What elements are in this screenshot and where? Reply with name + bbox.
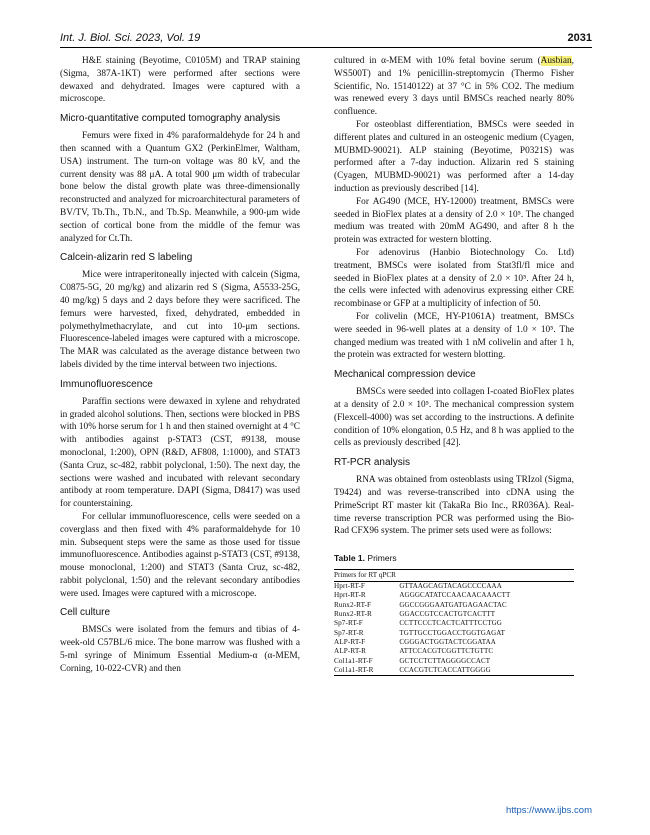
primer-name-cell: Col1a1-RT-F [334, 656, 373, 665]
primer-sequence-cell: GGACCGTCCACTGTCACTTT [399, 610, 496, 619]
primer-name-cell: Hprt-RT-F [334, 582, 365, 591]
paragraph-rt-pcr: RNA was obtained from osteoblasts using TRIzol (Sigma, T9424) and was reverse-transcribed into cDNA using the PrimeScript RT master kit (TakaRa Bio Inc., RR036A). Real-time reverse transcription PCR was performed using the Bio-Rad CFX96 system. The primer sets used were as follows: [334, 475, 574, 537]
table-header-cell: Primers for RT qPCR [334, 569, 574, 581]
paragraph-calcein: Mice were intraperitoneally injected with calcein (Sigma, C0875-5G, 20 mg/kg) and alizarin red S (Sigma, A5533-25G, 40 mg/kg) 5 days and 2 days before they were sacrificed. The femurs were harvested, fixed, dehydrated, embedded in polymethylmethacrylate, and cut into 10-μm sections. Fluorescence-labeled images were captured with a microscope. The MAR was calculated as the average distance between two labels divided by the time interval between two injections. [60, 270, 300, 370]
right-column [334, 55, 574, 676]
primer-sequence-cell: GTTAAGCAGTACAGCCCCAAA [399, 582, 502, 591]
primer-name-cell: Runx2-RT-F [334, 600, 372, 609]
paragraph-he-staining: H&E staining (Beyotime, C0105M) and TRAP staining (Sigma, 387A-1KT) were performed after sections were dewaxed and dehydrated. Images were captured with a microscope. [60, 56, 300, 105]
primer-sequence-cell: CGGGACTGGTACTCGGATAA [399, 637, 496, 646]
left-column [60, 55, 300, 676]
primer-sequence-cell: ATTCCACGTCGGTTCTGTTC [399, 647, 494, 656]
heading-calcein: Calcein-alizarin red S labeling [60, 252, 193, 264]
heading-immunofluorescence: Immunofluorescence [60, 378, 153, 390]
primer-name-cell: Sp7-RT-R [334, 628, 364, 637]
running-header [60, 32, 592, 46]
table-row [334, 610, 574, 619]
table-row [334, 582, 574, 592]
heading-micro-ct: Micro-quantitative computed tomography analysis [60, 113, 281, 125]
text-fragment: cultured in α-MEM with 10% fetal bovine serum ( [334, 56, 541, 66]
primer-name-cell: ALP-RT-F [334, 637, 366, 646]
header-rule [60, 47, 592, 48]
primer-table [334, 569, 574, 676]
table-caption [334, 552, 574, 565]
table-header-row [334, 569, 574, 581]
table-row [334, 591, 574, 600]
primer-name-cell: Col1a1-RT-R [334, 666, 395, 676]
primer-sequence-cell: GGCCGGGAATGATGAGAACTAC [399, 600, 507, 609]
page-number: 2031 [567, 32, 592, 44]
heading-rt-pcr: RT-PCR analysis [334, 457, 410, 469]
paragraph-osteoblast-differentiation: For osteoblast differentiation, BMSCs were seeded in different plates and cultured in an osteogenic medium (Cyagen, MUBMD-90021). ALP staining (Beyotime, P0321S) was performed after a 7-day induction. Alizarin red S staining (Cyagen, MUBMD-90021) was performed after a 14-day induction as previously described [14]. [334, 119, 574, 194]
paragraph-colivelin: For colivelin (MCE, HY-P1061A) treatment, BMSCs were seeded in 96-well plates at a density of 1.0 × 10⁵. The changed medium was treated with 1 nM colivelin and after 1 h, the protein was extracted for western blotting. [334, 311, 574, 361]
heading-mechanical-compression: Mechanical compression device [334, 369, 476, 381]
table-row [334, 601, 574, 610]
paragraph-cell-culture-continued [334, 55, 574, 119]
table-title: Primers [367, 553, 397, 564]
primer-sequence-cell: GCTCCTCTTAGGGGCCACT [399, 656, 491, 665]
primer-sequence-cell: TGTTGCCTGGACCTGGTGAGAT [399, 628, 506, 637]
primer-name-cell: Sp7-RT-F [334, 619, 363, 628]
primer-sequence-cell: AGGGCATATCCAACAACAAACTT [399, 591, 511, 600]
primer-sequence-cell: CCTTCCCTCACTCATTTCCTGG [399, 619, 502, 628]
paragraph-immunofluorescence-cells: For cellular immunofluorescence, cells were seeded on a coverglass and then fixed with 4% paraformaldehyde for 10 min. Subsequent steps were the same as those used for tissue immunofluorescence. Antibodies against p-STAT3 (CST, #9138, mouse monoclonal, 1:200) and STAT3 (Santa Cruz, sc-482, rabbit polyclonal, 1:50) and the relevant secondary antibodies were used. Images were captured with a microscope. [60, 511, 300, 599]
table-row [334, 629, 574, 638]
footer-url[interactable]: https://www.ijbs.com [505, 805, 592, 816]
heading-cell-culture: Cell culture [60, 607, 111, 619]
primer-table-body [334, 582, 574, 676]
primer-name-cell: ALP-RT-R [334, 647, 367, 656]
paragraph-adenovirus: For adenovirus (Hanbio Biotechnology Co. Ltd) treatment, BMSCs were isolated from Stat3fl/fl mice and seeded in BioFlex plates at a density of 2.0 × 10⁵. After 24 h, the cells were infected with adenovirus expressing either CRE recombinase or GFP at a multiplicity of infection of 50. [334, 247, 574, 310]
text-fragment: , WS500T) and 1% penicillin-streptomycin (Thermo Fisher Scientific, No. 15140122) at 37 °C in 5% CO2. The medium was renewed every 3 days until BMSCs reached nearly 80% confluence. [334, 56, 574, 118]
table-row [334, 666, 574, 676]
paragraph-micro-ct: Femurs were fixed in 4% paraformaldehyde for 24 h and then scanned with a Quantum GX2 (PerkinElmer, Waltham, USA) instrument. The turn-on voltage was 80 kV, and the current density was 88 μA. A total 900 μm width of trabecular bone below the distal growth plate was three-dimensionally reconstructed and analyzed for microarchitectural parameters of BV/TV, Tb.Th., Tb.N., and Tb.Sp. Meanwhile, a 900-μm wide section of cortical bone from the middle of the femur was analyzed for Ct.Th. [60, 131, 300, 244]
primer-name-cell: Runx2-RT-R [334, 610, 372, 619]
primer-sequence-cell: CCACGTCTCACCATTGGGG [395, 666, 574, 676]
paragraph-immunofluorescence-tissue: Paraffin sections were dewaxed in xylene and rehydrated in graded alcohol solutions. Then, sections were blocked in PBS with 10% horse serum for 1 h and then stained overnight at 4 °C with antibodies against p-STAT3 (CST, #9138, mouse monoclonal, 1:200), OPN (R&D, AF808, 1:1000), and STAT3 (Santa Cruz, sc-482, rabbit polyclonal, 1:50). The next day, the sections were washed and incubated with relevant secondary antibody at room temperature. DAPI (Sigma, D8417) was used for counterstaining. [60, 396, 300, 510]
table-row [334, 638, 574, 647]
table-row [334, 657, 574, 666]
highlighted-text: Ausbian [540, 56, 572, 66]
table-row [334, 619, 574, 628]
paragraph-cell-culture: BMSCs were isolated from the femurs and tibias of 4-week-old C57BL/6 mice. The bone marrow was flushed with a 5-ml syringe of Minimum Essential Medium-α (α-MEM, Corning, 10-022-CVR) and then [60, 625, 300, 674]
paragraph-ag490: For AG490 (MCE, HY-12000) treatment, BMSCs were seeded in BioFlex plates at a density of 2.0 × 10⁵. The changed medium was treated with 20mM AG490, and after 8 h the protein was extracted for western blotting. [334, 196, 574, 246]
table-label: Table 1. [334, 553, 366, 564]
table-row [334, 647, 574, 656]
paragraph-mechanical-compression: BMSCs were seeded into collagen I-coated BioFlex plates at a density of 2.0 × 10⁵. The mechanical compression system (Flexcell-4000) was set according to the instructions. A definite condition of 10% elongation, 0.5 Hz, and 8 h was applied to the cells as previously described [42]. [334, 387, 574, 449]
primer-name-cell: Hprt-RT-R [334, 591, 366, 600]
journal-citation: Int. J. Biol. Sci. 2023, Vol. 19 [60, 32, 201, 44]
